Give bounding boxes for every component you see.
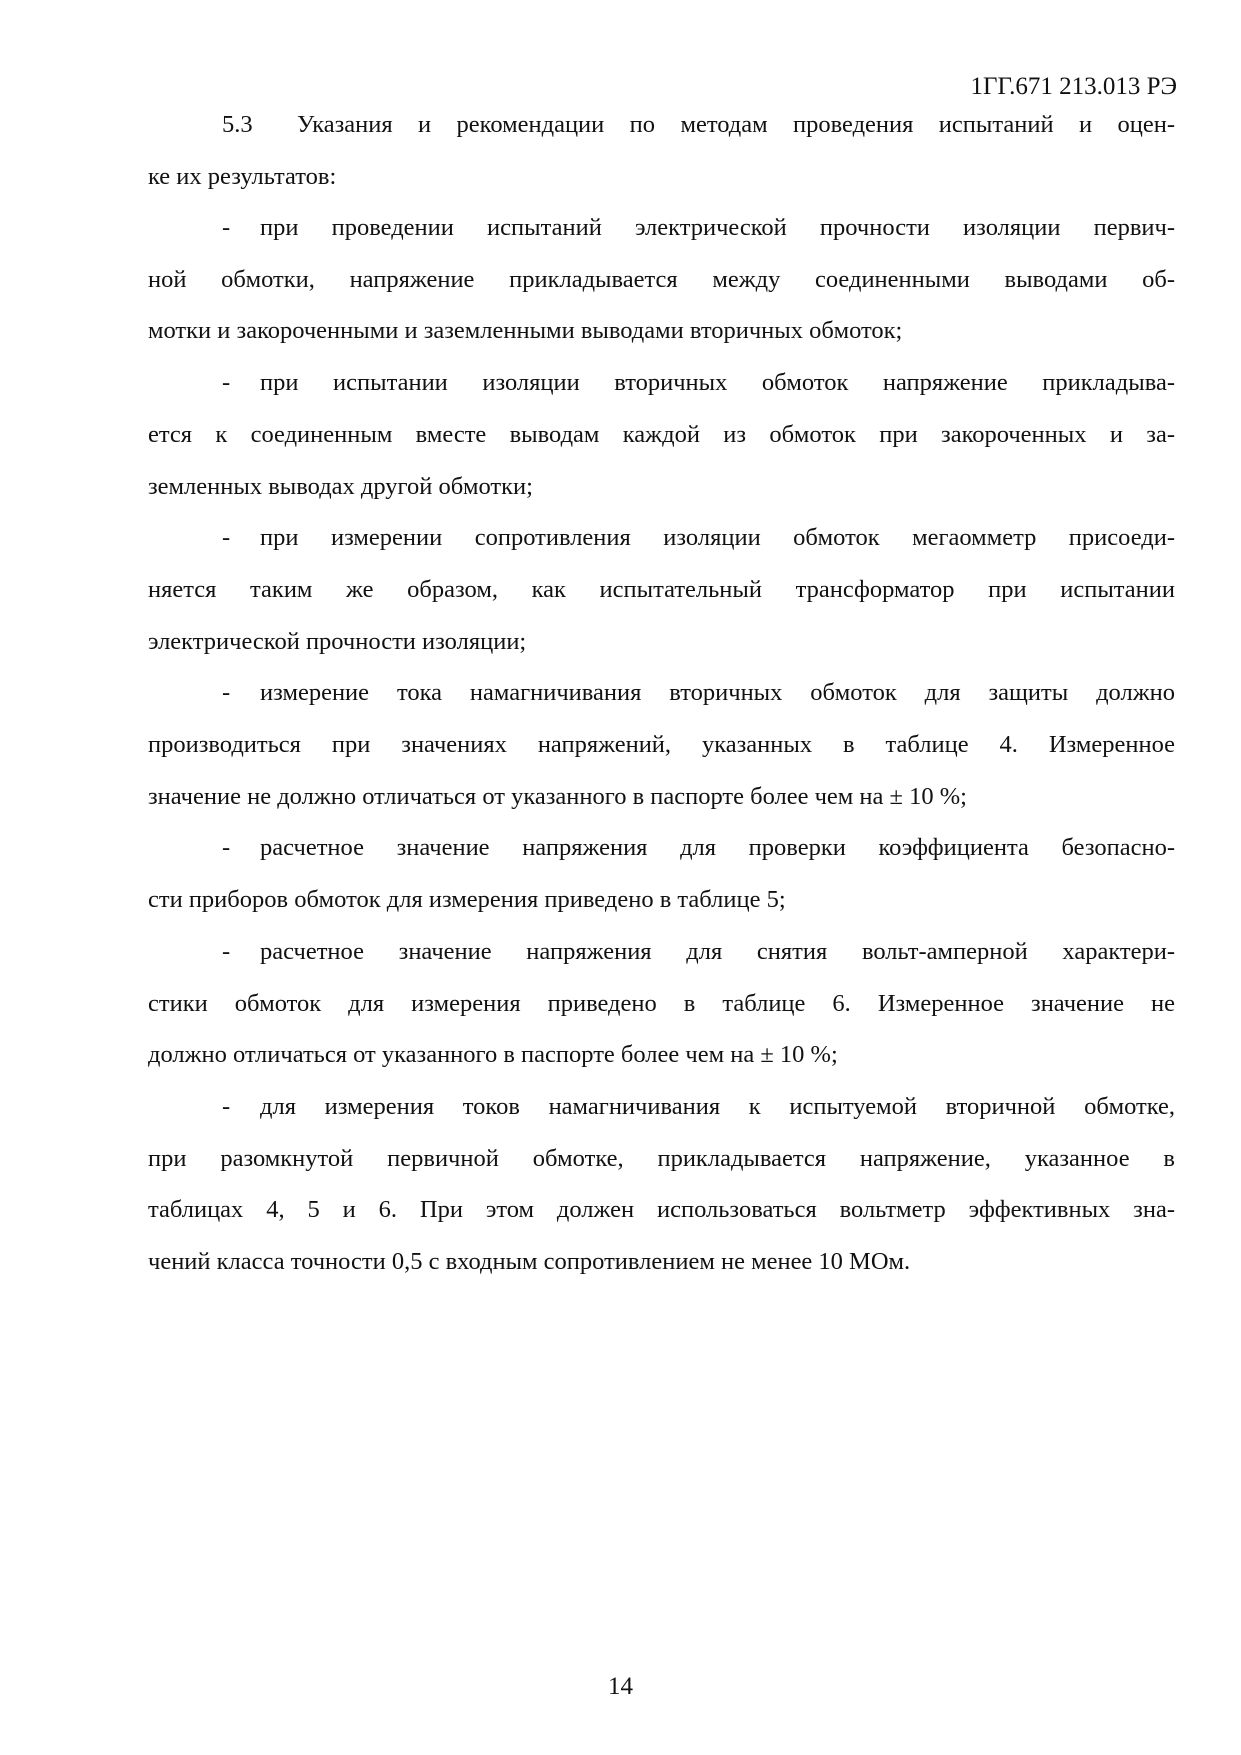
bullet-text: измерение тока намагничивания вторичных обмоток для защиты должно xyxy=(260,679,1175,706)
bullet-continuation-line: мотки и закороченными и заземленными выводами вторичных обмоток; xyxy=(148,317,903,344)
page-number: 14 xyxy=(608,1673,633,1700)
bullet-first-line xyxy=(222,368,1175,398)
document-code: 1ГГ.671 213.013 РЭ xyxy=(970,73,1177,100)
bullet-continuation-line: должно отличаться от указанного в паспорте более чем на ± 10 %; xyxy=(148,1041,838,1068)
bullet-continuation-line: земленных выводах другой обмотки; xyxy=(148,473,533,500)
bullet-dash: - xyxy=(222,214,231,241)
bullet-continuation-line: ется к соединенным вместе выводам каждой из обмоток при закороченных и за- xyxy=(148,421,1175,448)
bullet-text: расчетное значение напряжения для снятия вольт-амперной характери- xyxy=(260,938,1175,965)
bullet-continuation-line: няется таким же образом, как испытательный трансформатор при испытании xyxy=(148,576,1175,603)
section-heading-line-1 xyxy=(222,110,1175,140)
bullet-first-line xyxy=(222,937,1175,967)
bullet-dash: - xyxy=(222,834,231,861)
bullet-first-line xyxy=(222,678,1175,708)
bullet-dash: - xyxy=(222,679,231,706)
bullet-text: при измерении сопротивления изоляции обмоток мегаомметр присоеди- xyxy=(260,524,1175,551)
bullet-first-line xyxy=(222,833,1175,863)
bullet-continuation-line: при разомкнутой первичной обмотке, прикладывается напряжение, указанное в xyxy=(148,1145,1175,1172)
bullet-dash: - xyxy=(222,938,231,965)
bullet-text: для измерения токов намагничивания к испытуемой вторичной обмотке, xyxy=(260,1093,1175,1120)
bullet-continuation-line: производиться при значениях напряжений, указанных в таблице 4. Измеренное xyxy=(148,731,1175,758)
bullet-text: при испытании изоляции вторичных обмоток напряжение прикладыва- xyxy=(260,369,1175,396)
bullet-continuation-line: электрической прочности изоляции; xyxy=(148,628,527,655)
bullet-continuation-line: таблицах 4, 5 и 6. При этом должен использоваться вольтметр эффективных зна- xyxy=(148,1196,1175,1223)
bullet-first-line xyxy=(222,523,1175,553)
bullet-first-line xyxy=(222,1092,1175,1122)
bullet-dash: - xyxy=(222,369,231,396)
bullet-text: расчетное значение напряжения для проверки коэффициента безопасно- xyxy=(260,834,1175,861)
bullet-continuation-line: чений класса точности 0,5 с входным сопротивлением не менее 10 МОм. xyxy=(148,1248,911,1275)
section-heading-line-2: ке их результатов: xyxy=(148,163,337,190)
section-title-part-1: Указания и рекомендации по методам проведения испытаний и оцен- xyxy=(297,111,1175,138)
bullet-dash: - xyxy=(222,1093,231,1120)
bullet-text: при проведении испытаний электрической прочности изоляции первич- xyxy=(260,214,1175,241)
bullet-first-line xyxy=(222,213,1175,243)
bullet-continuation-line: сти приборов обмоток для измерения приведено в таблице 5; xyxy=(148,886,786,913)
bullet-dash: - xyxy=(222,524,231,551)
bullet-continuation-line: стики обмоток для измерения приведено в таблице 6. Измеренное значение не xyxy=(148,990,1175,1017)
section-number: 5.3 xyxy=(222,111,253,138)
bullet-continuation-line: ной обмотки, напряжение прикладывается между соединенными выводами об- xyxy=(148,266,1175,293)
bullet-continuation-line: значение не должно отличаться от указанного в паспорте более чем на ± 10 %; xyxy=(148,783,967,810)
